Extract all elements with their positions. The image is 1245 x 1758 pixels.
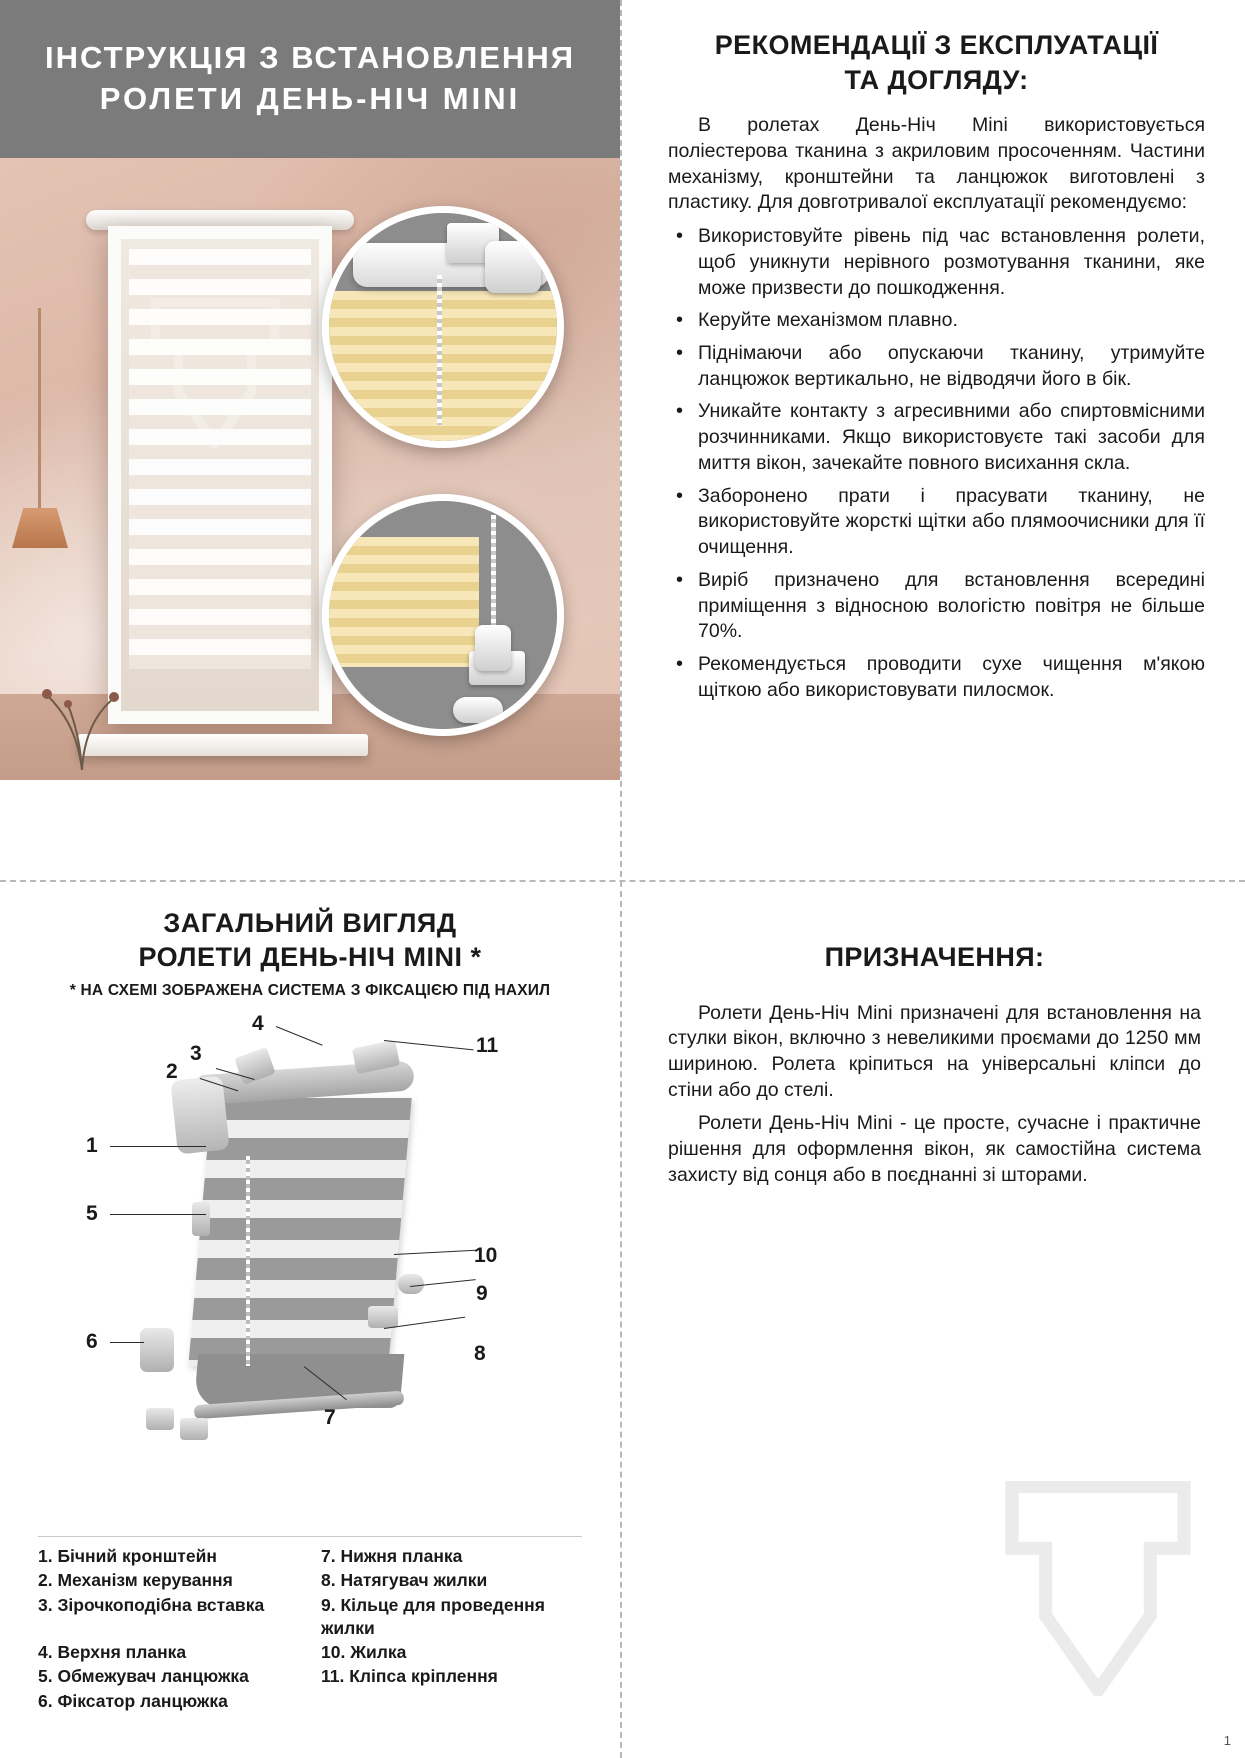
install-title-banner	[0, 0, 620, 158]
detail-mechanism	[485, 241, 541, 293]
watermark-logo-icon	[150, 298, 280, 448]
legend-item: 7. Нижня планка	[321, 1546, 463, 1567]
install-title-line2: РОЛЕТИ ДЕНЬ-НІЧ MINI	[99, 81, 521, 116]
care-intro: В ролетах День-Ніч Mini використовується поліестерова тканина з акриловим просоченням. Частини механізму, кронштейни та ланцюжок виготовлені з пластику. Для довготривалої експлуатації рекомендуємо:	[668, 114, 1205, 214]
detail-chain	[437, 275, 442, 425]
care-bullet: • Рекомендується проводити сухе чищення м'якою щіткою або використовувати пилосмок.	[668, 652, 1205, 703]
detail-photo-top	[322, 206, 564, 448]
leader-10	[394, 1250, 476, 1255]
legend-item: 9. Кільце для проведення жилки	[321, 1594, 545, 1638]
care-bullet: • Виріб призначено для встановлення всередині приміщення з відносною вологістю повітря не більше 70%.	[668, 568, 1205, 645]
callout-2: 2	[166, 1060, 178, 1084]
overview-diagram	[24, 1006, 596, 1536]
vertical-separator	[620, 0, 622, 1758]
install-photo	[0, 158, 620, 780]
leader-6	[110, 1342, 144, 1343]
detail-fabric-2	[329, 537, 479, 667]
overview-legend	[38, 1536, 582, 1713]
diagram-extra-part-b	[180, 1418, 208, 1440]
diagram-chain	[246, 1156, 250, 1366]
callout-7: 7	[324, 1406, 336, 1430]
care-title-line2: ТА ДОГЛЯДУ:	[844, 64, 1029, 95]
care-bullet-list	[668, 224, 1205, 703]
callout-6: 6	[86, 1330, 98, 1354]
leader-5	[110, 1214, 206, 1215]
care-bullet: • Заборонено прати і прасувати тканину, не використовуйте жорсткі щітки або плямоочисники для її очищення.	[668, 484, 1205, 561]
leader-4	[276, 1026, 323, 1046]
legend-item: 2. Механізм керування	[38, 1570, 233, 1591]
diagram-side-bracket	[170, 1076, 229, 1155]
diagram-cord-tensioner	[368, 1306, 398, 1328]
callout-11: 11	[476, 1034, 499, 1058]
detail-fabric	[329, 291, 557, 448]
diagram-chain-limiter	[192, 1202, 210, 1236]
purpose-section	[620, 880, 1245, 1758]
care-title-line1: РЕКОМЕНДАЦІЇ З ЕКСПЛУАТАЦІЇ	[714, 30, 1159, 60]
detail-clip	[453, 697, 503, 723]
legend-item: 4. Верхня планка	[38, 1642, 187, 1663]
callout-1: 1	[86, 1134, 98, 1158]
overview-title	[24, 906, 596, 974]
care-bullet: • Керуйте механізмом плавно.	[668, 308, 1205, 334]
legend-item: 1. Бічний кронштейн	[38, 1546, 217, 1567]
install-section	[0, 0, 620, 880]
callout-10: 10	[474, 1244, 498, 1268]
care-bullet: • Уникайте контакту з агресивними або спиртовмісними розчинниками. Якщо використовуєте такі засоби для миття вікон, зачекайте повного висихання скла.	[668, 399, 1205, 476]
purpose-paragraph-1: Ролети День-Ніч Mini призначені для встановлення на стулки вікон, включно з невеликими проємами до 1250 мм шириною. Ролета кріпиться на універсальні кліпси до стіни або до стелі.	[668, 1001, 1201, 1101]
care-bullet: • Використовуйте рівень під час встановлення ролети, щоб уникнути нерівного розмотування тканини, яке може призвести до пошкодження.	[668, 224, 1205, 301]
watermark-logo-icon	[1003, 1481, 1193, 1696]
callout-4: 4	[252, 1012, 264, 1036]
page-number: 1	[1223, 1733, 1231, 1748]
care-section	[620, 0, 1245, 880]
callout-9: 9	[476, 1282, 488, 1306]
overview-title-line1: ЗАГАЛЬНИЙ ВИГЛЯД	[163, 908, 457, 938]
legend-item: 5. Обмежувач ланцюжка	[38, 1666, 249, 1687]
horizontal-separator	[0, 880, 1245, 882]
detail-cord	[491, 515, 496, 635]
diagram-chain-fixer	[140, 1328, 174, 1372]
callout-8: 8	[474, 1342, 486, 1366]
detail-tensioner	[475, 625, 511, 671]
care-title	[668, 28, 1205, 97]
legend-item: 11. Кліпса кріплення	[321, 1666, 498, 1687]
plant-decoration	[22, 650, 142, 770]
callout-3: 3	[190, 1042, 202, 1066]
lamp-cord	[38, 308, 41, 508]
leader-11	[384, 1040, 474, 1050]
overview-title-line2: РОЛЕТИ ДЕНЬ-НІЧ MINI *	[138, 942, 482, 973]
legend-item-empty	[321, 1690, 582, 1713]
detail-photo-bottom	[322, 494, 564, 736]
overview-note: * НА СХЕМІ ЗОБРАЖЕНА СИСТЕМА З ФІКСАЦІЄЮ ПІД НАХИЛ	[69, 982, 551, 1000]
overview-section	[0, 880, 620, 1758]
legend-item: 10. Жилка	[321, 1642, 407, 1663]
purpose-paragraph-2: Ролети День-Ніч Mini - це просте, сучасне і практичне рішення для оформлення вікон, як самостійна система захисту від сонця або в поєднанні зі шторами.	[668, 1112, 1201, 1186]
purpose-title: ПРИЗНАЧЕННЯ:	[824, 942, 1045, 972]
legend-item: 8. Натягувач жилки	[321, 1570, 488, 1591]
leader-1	[110, 1146, 206, 1147]
callout-5: 5	[86, 1202, 98, 1226]
care-bullet: • Піднімаючи або опускаючи тканину, утримуйте ланцюжок вертикально, не відводячи його в бік.	[668, 341, 1205, 392]
install-title-line1: ІНСТРУКЦІЯ З ВСТАНОВЛЕННЯ	[44, 40, 575, 76]
legend-item: 6. Фіксатор ланцюжка	[38, 1690, 228, 1711]
legend-item: 3. Зірочкоподібна вставка	[38, 1594, 265, 1615]
diagram-extra-part-a	[146, 1408, 174, 1430]
